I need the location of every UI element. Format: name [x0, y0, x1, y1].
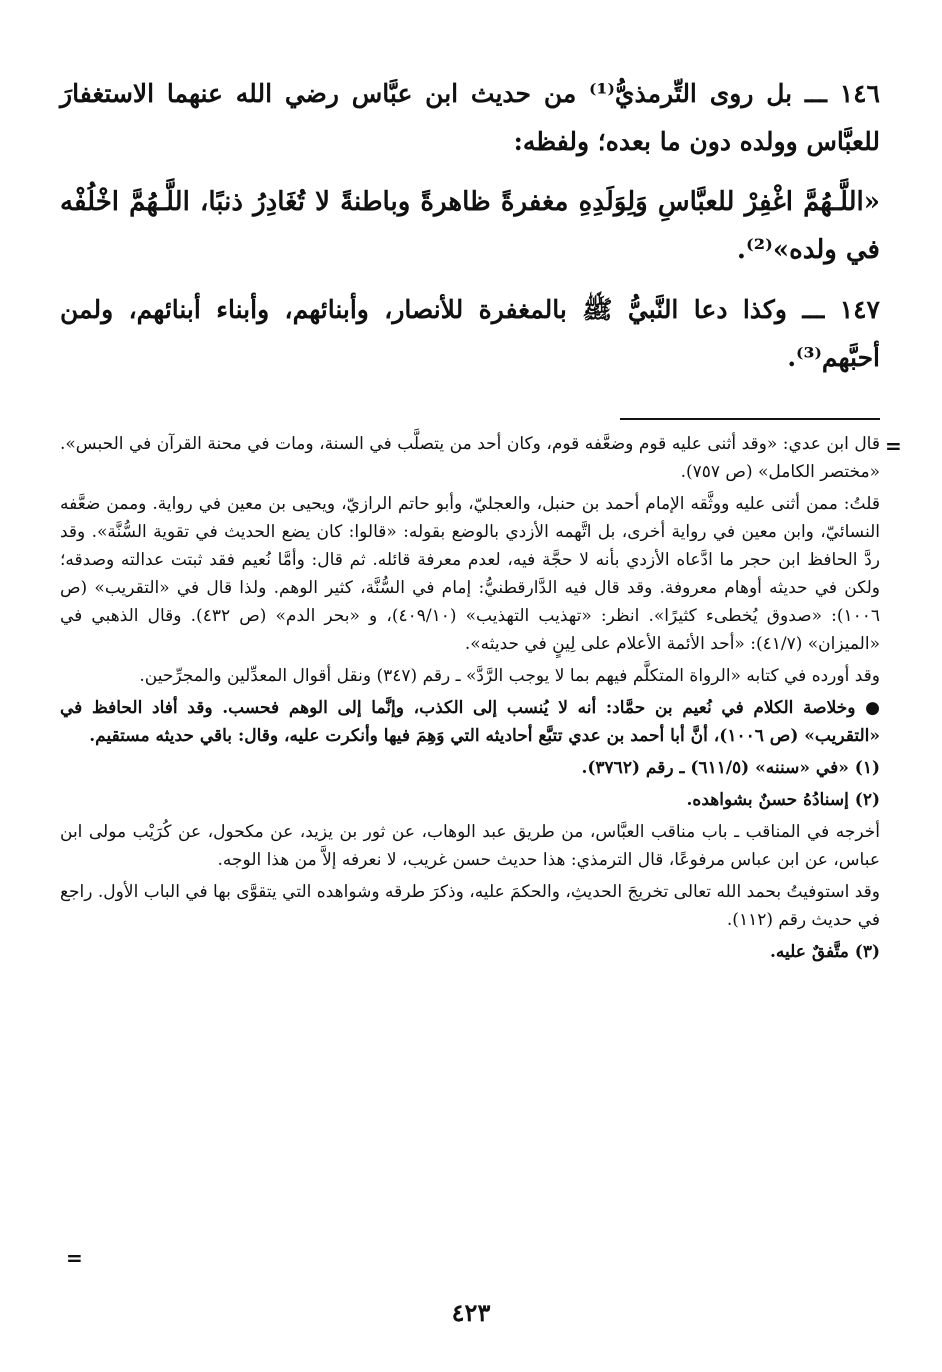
page-number: ٤٢٣	[451, 1298, 491, 1327]
continuation-mark-top: =	[885, 434, 902, 458]
footnotes	[60, 430, 880, 970]
footnote-ruwat-book: وقد أورده في كتابه «الرواة المتكلَّم فيهم بما لا يوجب الرَّدَّ» ـ رقم (٣٤٧) ونقل أقوال المعدِّلين والمجرِّحين.	[139, 666, 880, 686]
footnote-2-takhrij: أخرجه في المناقب ـ باب مناقب العبَّاس، من طريق عبد الوهاب، عن ثور بن يزيد، عن مكحول، عن كُرَيْب مولى ابن عباس، عن ابن عباس مرفوعًا، قال الترمذي: هذا حديث حسن غريب، لا نعرفه إلاَّ من هذا الوجه.	[60, 822, 880, 870]
footnote-3: (٣) متَّفقٌ عليه.	[769, 942, 880, 962]
footnote-summary-bullet: ● وخلاصة الكلام في نُعيم بن حمَّاد: أنه لا يُنسب إلى الكذب، وإنَّما إلى الوهم فحسب. وقد أفاد الحافظ في «التقريب» (ص ١٠٠٦)، أنَّ أبا أحمد بن عدي تتبَّع أحاديثه التي وَهِمَ فيها وأنكرت عليه، وقال: باقي حديثه مستقيم.	[60, 698, 880, 746]
footnote-continued-ibn-adi: قال ابن عدي: «وقد أثنى عليه قوم وضعَّفه قوم، وكان أحد من يتصلَّب في السنة، ومات في محنة القرآن في الحبس». «مختصر الكامل» (ص ٧٥٧).	[60, 434, 880, 482]
footnote-2: (٢) إسنادُهُ حسنٌ بشواهده.	[686, 790, 880, 810]
hadith-146-paragraph: ١٤٦ ـــ بل روى التِّرمذيُّ⁽¹⁾ من حديث ابن عبَّاس رضي الله عنهما الاستغفارَ للعبَّاس وولده دون ما بعده؛ ولفظه:	[60, 79, 880, 156]
main-text	[60, 70, 880, 382]
footnote-1: (١) «في «سننه» (٦١١/٥) ـ رقم (٣٧٦٢).	[581, 758, 880, 778]
footnote-2-reference: وقد استوفيتُ بحمد الله تعالى تخريجَ الحديثِ، والحكمَ عليه، وذكرَ طرقه وشواهده التي يتقوَّى بها في الباب الأول. راجع في حديث رقم (١١٢).	[60, 882, 880, 930]
footnote-narrator-assessment: قلتُ: ممن أثنى عليه ووثَّقه الإمام أحمد بن حنبل، والعجليّ، وأبو حاتم الرازيّ، ويحيى بن معين في رواية. وممن ضعَّفه النسائيّ، وابن معين في رواية أخرى، بل اتَّهمه الأزدي بالوضع بقوله: «قالوا: كان يضع الحديث في تقوية السُّنَّة». وقد ردَّ الحافظ ابن حجر ما ادَّعاه الأزدي بأنه لا حجَّة فيه، لعدم معرفة قائله. ثم قال: وأمَّا نُعيم فقد ثبتت عدالته وصدقه؛ ولكن في حديثه أوهام معروفة. وقد قال فيه الدَّارقطنيُّ: إمام في السُّنَّة، كثير الوهم. ولذا قال في «التقريب» (ص ١٠٠٦): «صدوق يُخطىء كثيرًا». انظر: «تهذيب التهذيب» (٤٠٩/١٠)، و «بحر الدم» (ص ٤٣٢). وقال الذهبي في «الميزان» (٤١/٧): «أحد الأئمة الأعلام على لِينٍ في حديثه».	[60, 494, 880, 654]
page-body	[60, 70, 880, 1360]
continuation-mark-bottom: =	[66, 1246, 83, 1270]
footnote-divider	[620, 418, 880, 420]
hadith-146-quote: «اللَّـهُمَّ اغْفِرْ للعبَّاسِ وَلِوَلَدِهِ مغفرةً ظاهرةً وباطنةً لا تُغَادِرُ ذنبًا، اللَّـهُمَّ اخْلُفْه في ولده»⁽²⁾.	[60, 187, 880, 265]
hadith-147-paragraph: ١٤٧ ـــ وكذا دعا النَّبيُّ ﷺ بالمغفرة للأنصار، وأبنائهم، وأبناء أبنائهم، ولمن أحبَّهم⁽³⁾.	[60, 295, 880, 372]
